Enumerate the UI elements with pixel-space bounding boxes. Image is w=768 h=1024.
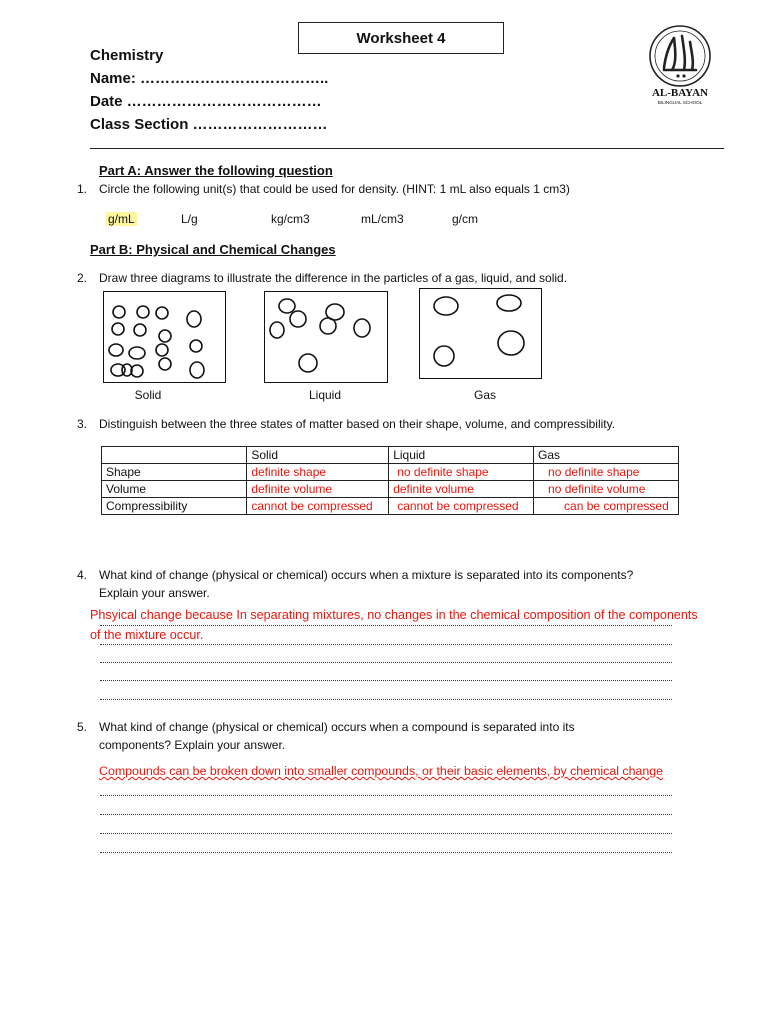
- unit-option: L/g: [181, 212, 198, 226]
- gas-caption: Gas: [473, 388, 496, 402]
- answer-line: [100, 625, 672, 626]
- row-label: Compressibility: [102, 498, 247, 515]
- part-b-heading: Part B: Physical and Chemical Changes: [90, 242, 336, 257]
- header-divider: [90, 148, 724, 149]
- answer-cell: no definite shape: [534, 464, 679, 481]
- school-name: AL-BAYAN: [651, 87, 709, 99]
- answer-cell: definite volume: [389, 481, 534, 498]
- q4-number: 4.: [77, 568, 88, 582]
- worksheet-title: [298, 22, 504, 54]
- part-a-heading: Part A: Answer the following question: [99, 163, 333, 178]
- answer-cell: can be compressed: [534, 498, 679, 515]
- school-logo: [646, 24, 714, 106]
- q2-number: 2.: [77, 271, 88, 285]
- subject-label: Chemistry: [90, 47, 164, 64]
- q4-answer-line1: Phsyical change because In separating mixtures, no changes in the chemical composition of the components: [90, 608, 698, 622]
- table-row: [102, 464, 679, 481]
- q4-answer-line2: of the mixture occur.: [90, 628, 204, 642]
- answer-line: [100, 852, 672, 853]
- unit-option: [106, 212, 137, 226]
- answer-line: [100, 699, 672, 700]
- table-header-cell: Liquid: [389, 447, 534, 464]
- unit-option: kg/cm3: [271, 212, 310, 226]
- answer-line: [100, 795, 672, 796]
- liquid-caption: Liquid: [308, 388, 342, 402]
- row-label: Volume: [102, 481, 247, 498]
- answer-cell: no definite shape: [389, 464, 534, 481]
- q5-text-line1: What kind of change (physical or chemical) occurs when a compound is separated into its: [99, 720, 575, 734]
- q2-text: Draw three diagrams to illustrate the difference in the particles of a gas, liquid, and solid.: [99, 271, 568, 285]
- q5-number: 5.: [77, 720, 88, 734]
- school-subtitle: BILINGUAL SCHOOL: [657, 100, 703, 105]
- liquid-diagram: [264, 291, 388, 383]
- q5-text-line2: components? Explain your answer.: [99, 738, 286, 752]
- unit-option: g/cm: [452, 212, 479, 226]
- gas-diagram: [419, 288, 542, 379]
- answer-line: [100, 662, 672, 663]
- q3-text: Distinguish between the three states of matter based on their shape, volume, and compressibility.: [99, 417, 616, 431]
- highlighted-unit: g/mL: [108, 212, 135, 226]
- states-of-matter-table: [101, 446, 679, 515]
- q3-number: 3.: [77, 417, 88, 431]
- table-row: [102, 481, 679, 498]
- table-header-cell: [102, 447, 247, 464]
- q1-text: Circle the following unit(s) that could be used for density. (HINT: 1 mL also equals 1 cm3): [99, 182, 570, 196]
- table-header-cell: Solid: [247, 447, 389, 464]
- class-section-field: Class Section ………………………: [90, 116, 328, 133]
- answer-line: [100, 814, 672, 815]
- answer-cell: no definite volume: [534, 481, 679, 498]
- table-header-row: [102, 447, 679, 464]
- answer-line: [100, 644, 672, 645]
- answer-cell: cannot be compressed: [247, 498, 389, 515]
- q5-answer: Compounds can be broken down into smaller compounds, or their basic elements, by chemical change: [99, 764, 664, 778]
- solid-caption: Solid: [134, 388, 162, 402]
- q4-text-line2: Explain your answer.: [99, 586, 210, 600]
- answer-line: [100, 833, 672, 834]
- table-row: [102, 498, 679, 515]
- name-field: Name: ………………………………..: [90, 70, 329, 87]
- unit-option: mL/cm3: [361, 212, 404, 226]
- q4-text-line1: What kind of change (physical or chemical) occurs when a mixture is separated into its components?: [99, 568, 634, 582]
- worksheet-title-text: Worksheet 4: [356, 29, 446, 47]
- answer-cell: definite volume: [247, 481, 389, 498]
- answer-line: [100, 680, 672, 681]
- answer-cell: cannot be compressed: [389, 498, 534, 515]
- answer-cell: definite shape: [247, 464, 389, 481]
- solid-diagram: [103, 291, 226, 383]
- row-label: Shape: [102, 464, 247, 481]
- date-field: Date …………………………………: [90, 93, 322, 110]
- table-header-cell: Gas: [534, 447, 679, 464]
- q1-number: 1.: [77, 182, 88, 196]
